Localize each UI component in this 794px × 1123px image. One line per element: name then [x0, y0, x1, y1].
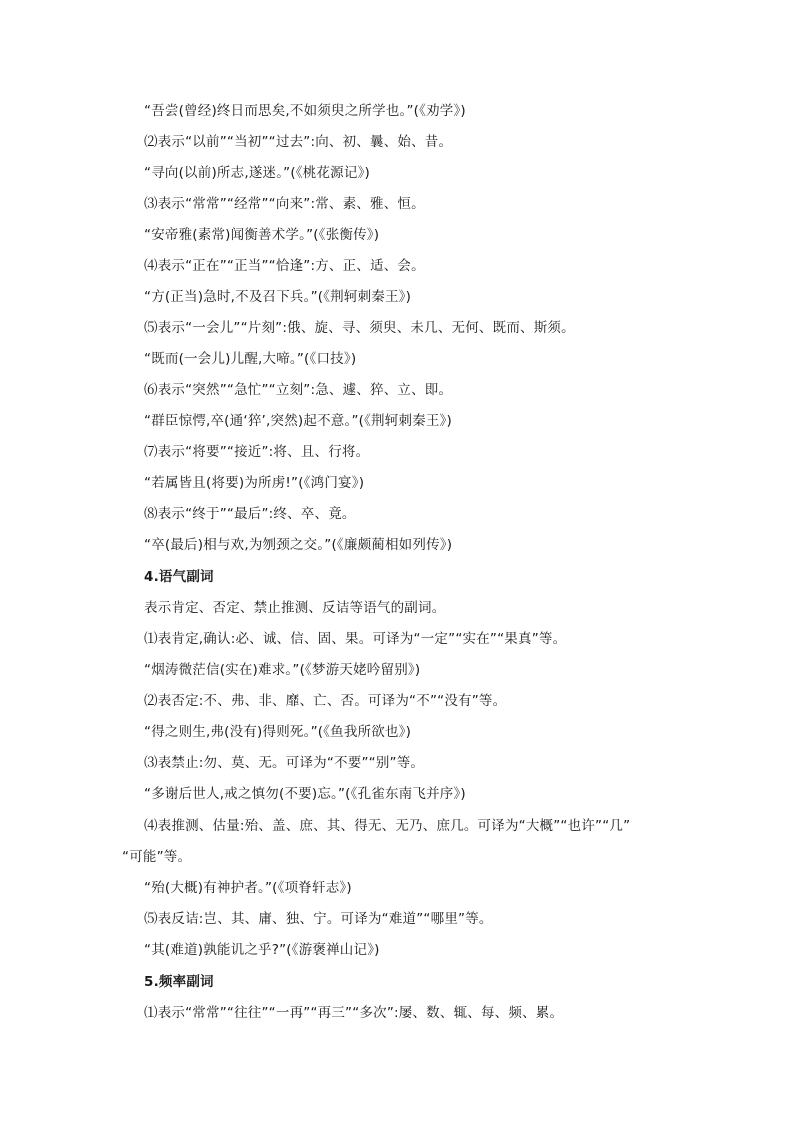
text-line: ⑷表示“正在”“正当”“恰逢”:方、正、适、会。 — [144, 258, 425, 274]
text-line-continuation: “可能”等。 — [122, 849, 192, 865]
text-line: ⑺表示“将要”“接近”:将、且、行将。 — [144, 444, 370, 460]
text-line: “吾尝(曾经)终日而思矣,不如须臾之所学也。”(《劝学》) — [144, 103, 466, 119]
text-line: “既而(一会儿)儿醒,大啼。”(《口技》) — [144, 351, 357, 367]
text-line: ⑵表示“以前”“当初”“过去”:向、初、曩、始、昔。 — [144, 134, 453, 150]
text-line: “烟涛微茫信(实在)难求。”(《梦游天姥吟留别》) — [144, 662, 421, 678]
text-line: “卒(最后)相与欢,为刎颈之交。”(《廉颇蔺相如列传》) — [144, 537, 453, 553]
text-line: 表示肯定、否定、禁止推测、反诘等语气的副词。 — [144, 600, 446, 616]
section-heading: 5.频率副词 — [144, 974, 214, 990]
text-line: ⑷表推测、估量:殆、盖、庶、其、得无、无乃、庶几。可译为“大概”“也许”“几” — [144, 818, 631, 834]
text-line: ⑻表示“终于”“最后”:终、卒、竟。 — [144, 506, 356, 522]
text-line: “若属皆且(将要)为所虏!”(《鸿门宴》) — [144, 475, 365, 491]
text-line: “群臣惊愕,卒(通‘猝’,突然)起不意。”(《荆轲刺秦王》) — [144, 413, 452, 429]
text-line: ⑸表示“一会儿”“片刻”:俄、旋、寻、须臾、未几、无何、既而、斯须。 — [144, 320, 575, 336]
text-line: “方(正当)急时,不及召下兵。”(《荆轲刺秦王》) — [144, 289, 412, 305]
text-line: “寻向(以前)所志,遂迷。”(《桃花源记》) — [144, 165, 370, 181]
text-line: “其(难道)孰能讥之乎?”(《游褒禅山记》) — [144, 942, 380, 958]
text-line: ⑴表肯定,确认:必、诚、信、固、果。可译为“一定”“实在”“果真”等。 — [144, 631, 567, 647]
text-line: ⑹表示“突然”“急忙”“立刻”:急、遽、猝、立、即。 — [144, 382, 453, 398]
text-line: “多谢后世人,戒之慎勿(不要)忘。”(《孔雀东南飞并序》) — [144, 786, 466, 802]
text-line: ⑶表示“常常”“经常”“向来”:常、素、雅、恒。 — [144, 196, 425, 212]
section-heading: 4.语气副词 — [144, 569, 214, 585]
text-line: ⑵表否定:不、弗、非、靡、亡、否。可译为“不”“没有”等。 — [144, 693, 507, 709]
text-line: “得之则生,弗(没有)得则死。”(《鱼我所欲也》) — [144, 724, 412, 740]
text-line: ⑶表禁止:勿、莫、无。可译为“不要”“别”等。 — [144, 755, 425, 771]
text-line: ⑴表示“常常”“往往”“一再”“再三”“多次”:屡、数、辄、每、频、累。 — [144, 1005, 564, 1021]
text-line: ⑸表反诘:岂、其、庸、独、宁。可译为“难道”“哪里”等。 — [144, 911, 493, 927]
text-line: “殆(大概)有神护者。”(《项脊轩志》) — [144, 880, 352, 896]
text-line: “安帝雅(素常)闻衡善术学。”(《张衡传》) — [144, 227, 380, 243]
